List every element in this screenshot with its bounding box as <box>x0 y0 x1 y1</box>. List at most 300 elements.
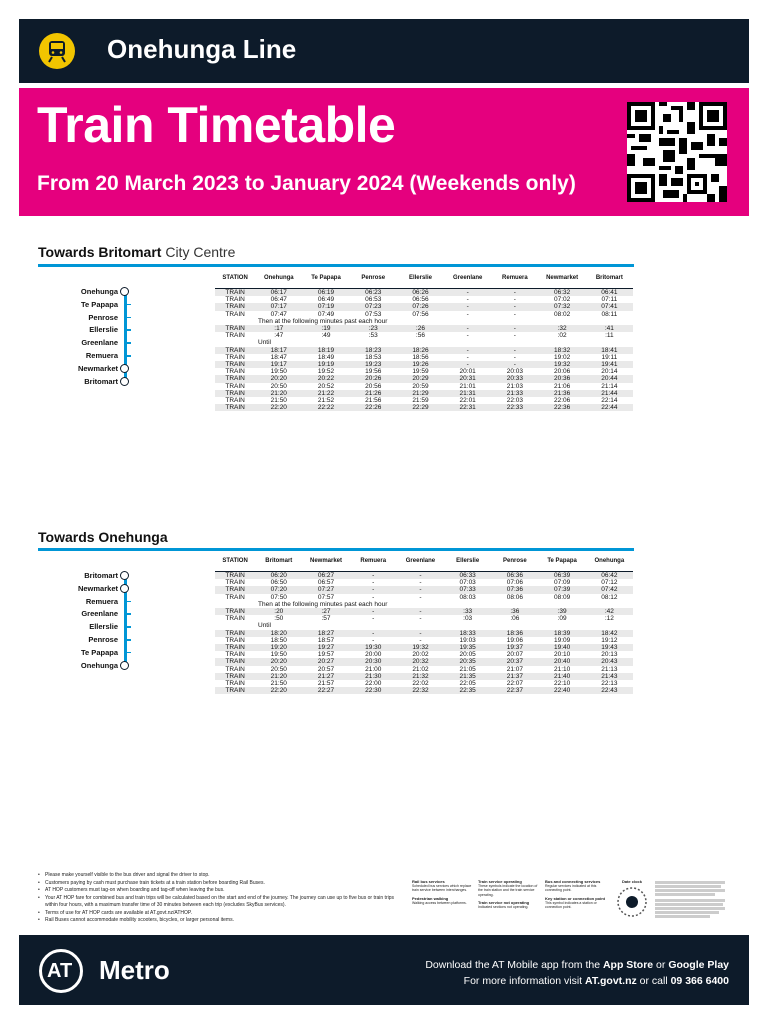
table-cell: TRAIN <box>215 404 255 411</box>
table-cell: 21:30 <box>350 673 397 680</box>
table-cell: 21:59 <box>397 397 444 404</box>
table-cell: - <box>491 332 538 339</box>
legend-title: Rail bus services <box>412 879 445 884</box>
table-cell: 19:12 <box>586 637 633 644</box>
table-cell: 06:19 <box>302 289 349 297</box>
table-cell: 22:35 <box>444 687 491 694</box>
table-cell: 20:35 <box>444 658 491 665</box>
table-cell: 06:56 <box>397 296 444 303</box>
table-cell: 21:10 <box>539 666 586 673</box>
table-cell: 20:10 <box>539 651 586 658</box>
table-row <box>215 687 633 694</box>
table-cell: 18:27 <box>302 630 349 637</box>
stop-label: Penrose <box>88 635 118 644</box>
table-row <box>215 289 633 297</box>
column-header: Penrose <box>350 268 397 289</box>
table-cell: 07:36 <box>491 586 538 593</box>
table-cell: 19:03 <box>444 637 491 644</box>
table-cell: TRAIN <box>215 375 255 382</box>
table-cell: 18:17 <box>255 347 302 354</box>
table-cell: - <box>350 579 397 586</box>
table-cell: 20:44 <box>586 375 633 382</box>
table-cell: - <box>491 311 538 318</box>
table-cell: 19:26 <box>397 361 444 368</box>
table-row <box>215 361 633 368</box>
brand-name: Metro <box>99 955 170 985</box>
stop-tick <box>127 317 131 319</box>
table-cell: 22:31 <box>444 404 491 411</box>
stop-label: Onehunga <box>80 660 118 670</box>
stop-tick <box>127 342 131 344</box>
stop-label: Greenlane <box>81 609 118 619</box>
table-cell: 18:41 <box>586 347 633 354</box>
table-cell: 07:23 <box>350 303 397 310</box>
table-cell: 18:32 <box>539 347 586 354</box>
logo-text: AT <box>47 960 73 982</box>
table-cell: 19:56 <box>350 368 397 375</box>
stop-tick <box>127 652 131 654</box>
table-cell: - <box>444 325 491 332</box>
column-header: Ellerslie <box>397 268 444 289</box>
info-mid: or call <box>636 975 671 987</box>
table-cell: 22:02 <box>397 680 444 687</box>
table-cell: 06:53 <box>350 296 397 303</box>
table-cell: 07:49 <box>302 311 349 318</box>
table-cell: 06:36 <box>491 572 538 580</box>
section-title-onehunga-main: Towards Onehunga <box>38 529 168 545</box>
table-cell: - <box>397 608 444 615</box>
stop-tick <box>127 304 131 306</box>
table-cell: TRAIN <box>215 347 255 354</box>
table-row <box>215 637 633 644</box>
table-cell: TRAIN <box>215 397 255 404</box>
table-row <box>215 296 633 303</box>
table-cell: :57 <box>302 615 349 622</box>
table-cell: 22:05 <box>444 680 491 687</box>
table-cell: 20:36 <box>539 375 586 382</box>
table-cell: 07:53 <box>350 311 397 318</box>
table-cell: 07:42 <box>586 586 633 593</box>
table-cell: 22:43 <box>586 687 633 694</box>
stop-label: Remuera <box>85 596 118 606</box>
table-cell: 21:52 <box>302 397 349 404</box>
table-cell: 22:27 <box>302 687 349 694</box>
table-cell: :42 <box>586 608 633 615</box>
table-cell: 07:33 <box>444 586 491 593</box>
table-cell: 19:50 <box>255 368 302 375</box>
table-cell: 06:23 <box>350 289 397 297</box>
legend-fine-print <box>655 880 730 919</box>
stop-label: Remuera <box>85 351 118 360</box>
table-cell: TRAIN <box>215 651 255 658</box>
interchange-icon <box>120 287 129 296</box>
note-item: • Terms of use for AT HOP cards are available at AT.govt.nz/ATHOP. <box>38 910 398 918</box>
until-row <box>215 622 633 629</box>
table-cell: 21:50 <box>255 680 302 687</box>
interchange-icon <box>120 377 129 386</box>
table-row <box>215 347 633 354</box>
legend-train-service <box>478 880 540 909</box>
legend-text: This symbol indicates a station or connection point. <box>545 901 597 910</box>
column-header: Ellerslie <box>444 551 491 572</box>
interchange-icon <box>120 571 129 580</box>
table-cell: 19:27 <box>302 644 349 651</box>
stop-label: Te Papapa <box>81 647 118 657</box>
note-item: • Rail Buses cannot accommodate mobility scooters, bicycles, or larger personal items. <box>38 917 398 925</box>
table-cell: TRAIN <box>215 680 255 687</box>
table-cell: 06:49 <box>302 296 349 303</box>
table-cell: 22:06 <box>539 397 586 404</box>
table-cell: - <box>444 347 491 354</box>
section-title-britomart-main: Towards Britomart <box>38 244 162 260</box>
at-logo <box>39 949 83 993</box>
table-cell: 07:09 <box>539 579 586 586</box>
table-cell: 20:14 <box>586 368 633 375</box>
table-cell: 22:20 <box>255 404 302 411</box>
note-item: • AT HOP customers must tag-on when boarding and tag-off when leaving the bus. <box>38 887 398 895</box>
table-cell: 08:03 <box>444 594 491 601</box>
phone-number[interactable]: 09 366 6400 <box>670 975 729 987</box>
table-cell: 07:47 <box>255 311 302 318</box>
table-cell: 20:27 <box>302 658 349 665</box>
table-cell: - <box>491 347 538 354</box>
table-cell: 06:27 <box>302 572 349 580</box>
table-cell: 21:27 <box>302 673 349 680</box>
table-cell: :32 <box>539 325 586 332</box>
interchange-icon <box>120 364 129 373</box>
table-cell: 08:09 <box>539 594 586 601</box>
table-row <box>215 404 633 411</box>
table-cell: 20:20 <box>255 658 302 665</box>
table-cell: 19:43 <box>586 644 633 651</box>
table-cell: 19:17 <box>255 361 302 368</box>
table-cell: :17 <box>255 325 302 332</box>
table-cell: - <box>444 289 491 297</box>
column-header: STATION <box>215 551 255 572</box>
legend-date-clock <box>611 880 653 921</box>
table-cell: 20:20 <box>255 375 302 382</box>
table-cell: TRAIN <box>215 303 255 310</box>
table-cell: :56 <box>397 332 444 339</box>
table-cell: 08:02 <box>539 311 586 318</box>
table-cell: 07:06 <box>491 579 538 586</box>
table-cell: 18:26 <box>397 347 444 354</box>
table-cell: 21:40 <box>539 673 586 680</box>
note-row <box>215 318 633 325</box>
table-cell: 18:47 <box>255 354 302 361</box>
table-cell: 21:32 <box>397 673 444 680</box>
table-cell: - <box>444 311 491 318</box>
table-cell: - <box>491 361 538 368</box>
note-text: Then at the following minutes past each hour <box>215 318 633 325</box>
table-cell: 07:41 <box>586 303 633 310</box>
table-cell: 19:09 <box>539 637 586 644</box>
table-cell: 07:32 <box>539 303 586 310</box>
table-cell: 20:37 <box>491 658 538 665</box>
note-text: Then at the following minutes past each hour <box>215 601 633 608</box>
google-play-link[interactable]: Google Play <box>668 959 729 971</box>
legend-title: Train service not operating <box>478 900 530 906</box>
table-cell: 18:53 <box>350 354 397 361</box>
table-cell: 20:31 <box>444 375 491 382</box>
table-cell: TRAIN <box>215 594 255 601</box>
table-cell: 20:29 <box>397 375 444 382</box>
app-store-link[interactable]: App Store <box>602 959 654 971</box>
stop-label: Newmarket <box>77 363 118 373</box>
table-cell: 22:29 <box>397 404 444 411</box>
table-cell: 22:33 <box>491 404 538 411</box>
table-cell: 22:10 <box>539 680 586 687</box>
table-cell: 20:57 <box>302 666 349 673</box>
interchange-icon <box>120 584 129 593</box>
table-cell: :23 <box>350 325 397 332</box>
table-cell: TRAIN <box>215 579 255 586</box>
note-item: • Customers paying by cash must purchase train tickets at a train station before boarding Rail Buses. <box>38 880 398 888</box>
table-cell: :03 <box>444 615 491 622</box>
column-header: Onehunga <box>255 268 302 289</box>
table-cell: TRAIN <box>215 615 255 622</box>
table-cell: - <box>350 615 397 622</box>
table-cell: 08:11 <box>586 311 633 318</box>
table-cell: 06:42 <box>586 572 633 580</box>
table-cell: 20:33 <box>491 375 538 382</box>
train-icon <box>39 33 75 69</box>
table-cell: 20:40 <box>539 658 586 665</box>
table-cell: 20:50 <box>255 666 302 673</box>
table-cell: 19:32 <box>397 644 444 651</box>
table-cell: 21:33 <box>491 390 538 397</box>
download-or: or <box>653 959 669 971</box>
table-row <box>215 383 633 390</box>
column-header: Te Papapa <box>539 551 586 572</box>
column-header: Te Papapa <box>302 268 349 289</box>
section-title-britomart-sub: City Centre <box>165 244 236 260</box>
table-cell: TRAIN <box>215 325 255 332</box>
table-cell: 19:50 <box>255 651 302 658</box>
table-cell: 07:03 <box>444 579 491 586</box>
footer <box>19 935 749 1005</box>
table-cell: 20:05 <box>444 651 491 658</box>
table-row <box>215 608 633 615</box>
table-row <box>215 651 633 658</box>
table-row <box>215 644 633 651</box>
table-cell: 21:06 <box>539 383 586 390</box>
table-cell: - <box>491 296 538 303</box>
column-header: Britomart <box>255 551 302 572</box>
table-cell: 20:32 <box>397 658 444 665</box>
table-cell: 22:37 <box>491 687 538 694</box>
table-cell: - <box>444 354 491 361</box>
clock-icon <box>614 884 650 920</box>
table-cell: 07:39 <box>539 586 586 593</box>
table-cell: TRAIN <box>215 311 255 318</box>
website-link[interactable]: AT.govt.nz <box>585 975 637 987</box>
table-cell: 21:35 <box>444 673 491 680</box>
table-row <box>215 572 633 580</box>
table-cell: 07:17 <box>255 303 302 310</box>
table-cell: 18:50 <box>255 637 302 644</box>
legend-title: Bus and connecting services <box>545 879 601 884</box>
table-row <box>215 594 633 601</box>
table-row <box>215 368 633 375</box>
table-cell: :06 <box>491 615 538 622</box>
table-cell: 19:52 <box>302 368 349 375</box>
table-cell: 21:36 <box>539 390 586 397</box>
column-header: Newmarket <box>539 268 586 289</box>
table-row <box>215 325 633 332</box>
table-cell: :12 <box>586 615 633 622</box>
table-cell: 18:20 <box>255 630 302 637</box>
download-text: Download the AT Mobile app from the <box>425 959 603 971</box>
table-cell: TRAIN <box>215 289 255 297</box>
table-cell: 20:01 <box>444 368 491 375</box>
table-cell: TRAIN <box>215 608 255 615</box>
table-cell: - <box>491 354 538 361</box>
table-cell: 19:19 <box>302 361 349 368</box>
table-cell: 19:30 <box>350 644 397 651</box>
column-header: Onehunga <box>586 551 633 572</box>
table-cell: :02 <box>539 332 586 339</box>
until-row <box>215 339 633 346</box>
table-cell: 22:26 <box>350 404 397 411</box>
table-cell: TRAIN <box>215 586 255 593</box>
table-cell: :33 <box>444 608 491 615</box>
stop-label: Onehunga <box>80 287 118 296</box>
table-cell: 06:17 <box>255 289 302 297</box>
table-cell: 21:01 <box>444 383 491 390</box>
timetable-onehunga <box>215 551 633 694</box>
table-cell: - <box>444 296 491 303</box>
table-cell: 21:57 <box>302 680 349 687</box>
info-line <box>464 975 729 987</box>
table-cell: 19:20 <box>255 644 302 651</box>
table-cell: 06:39 <box>539 572 586 580</box>
timetable-britomart <box>215 268 633 411</box>
table-cell: 21:31 <box>444 390 491 397</box>
table-cell: 19:41 <box>586 361 633 368</box>
table-cell: 07:12 <box>586 579 633 586</box>
table-cell: 20:50 <box>255 383 302 390</box>
table-cell: 21:13 <box>586 666 633 673</box>
stop-label: Ellerslie <box>89 622 118 632</box>
table-cell: - <box>491 303 538 310</box>
qr-code-icon[interactable] <box>627 102 727 202</box>
table-cell: - <box>491 289 538 297</box>
table-row <box>215 666 633 673</box>
table-cell: 22:32 <box>397 687 444 694</box>
table-cell: TRAIN <box>215 368 255 375</box>
column-header: Greenlane <box>397 551 444 572</box>
table-cell: 06:26 <box>397 289 444 297</box>
table-cell: 22:44 <box>586 404 633 411</box>
table-cell: 22:13 <box>586 680 633 687</box>
stop-label: Britomart <box>84 376 118 386</box>
table-cell: 06:57 <box>302 579 349 586</box>
legend-bus-connect <box>545 880 605 909</box>
table-cell: 18:23 <box>350 347 397 354</box>
stop-tick <box>127 639 131 641</box>
table-cell: :41 <box>586 325 633 332</box>
table-cell: 21:26 <box>350 390 397 397</box>
table-cell: - <box>397 572 444 580</box>
table-cell: 21:03 <box>491 383 538 390</box>
table-cell: - <box>397 586 444 593</box>
legend-text: Indicated sections not operating. <box>478 905 529 910</box>
section-title-britomart <box>38 244 235 260</box>
table-cell: :53 <box>350 332 397 339</box>
table-cell: 19:59 <box>397 368 444 375</box>
until-text: Until <box>215 622 633 629</box>
table-cell: - <box>397 630 444 637</box>
table-cell: 21:56 <box>350 397 397 404</box>
note-item: • Your AT HOP fare for combined bus and train trips will be calculated based on the start and end of the journey. The journey can use up to five bus or train trips within four hours, with a maximum transfer time of 30 minutes between each trip (excludes SkyBus services). <box>38 895 398 910</box>
table-cell: 07:56 <box>397 311 444 318</box>
table-cell: 19:40 <box>539 644 586 651</box>
table-cell: 07:57 <box>302 594 349 601</box>
stop-label: Ellerslie <box>89 325 118 335</box>
table-cell: TRAIN <box>215 658 255 665</box>
table-cell: 21:50 <box>255 397 302 404</box>
table-cell: 06:47 <box>255 296 302 303</box>
table-cell: 20:13 <box>586 651 633 658</box>
download-line <box>425 959 729 971</box>
table-cell: 22:14 <box>586 397 633 404</box>
note-row <box>215 601 633 608</box>
stop-label: Britomart <box>84 571 118 580</box>
until-text: Until <box>215 339 633 346</box>
table-cell: :09 <box>539 615 586 622</box>
table-cell: TRAIN <box>215 361 255 368</box>
table-cell: TRAIN <box>215 687 255 694</box>
table-row <box>215 354 633 361</box>
table-cell: - <box>350 637 397 644</box>
table-row <box>215 311 633 318</box>
table-cell: - <box>350 608 397 615</box>
legend-text: Walking access between platforms. <box>412 901 467 906</box>
table-cell: TRAIN <box>215 673 255 680</box>
legend-text: Regular services indicated at this connecting point. <box>545 884 597 893</box>
table-cell: - <box>397 594 444 601</box>
stop-tick <box>127 601 131 603</box>
stop-label: Greenlane <box>81 338 118 348</box>
table-cell: 21:02 <box>397 666 444 673</box>
table-row <box>215 630 633 637</box>
table-cell: 20:02 <box>397 651 444 658</box>
table-cell: 21:20 <box>255 673 302 680</box>
column-header: Remuera <box>491 268 538 289</box>
column-header: Newmarket <box>302 551 349 572</box>
table-cell: 22:22 <box>302 404 349 411</box>
table-cell: 19:35 <box>444 644 491 651</box>
table-row <box>215 375 633 382</box>
table-cell: 22:03 <box>491 397 538 404</box>
info-text: For more information visit <box>463 975 586 987</box>
table-cell: 21:44 <box>586 390 633 397</box>
table-cell: 18:36 <box>491 630 538 637</box>
page-title: Train Timetable <box>37 97 396 153</box>
table-cell: 18:19 <box>302 347 349 354</box>
table-row <box>215 615 633 622</box>
table-cell: 18:49 <box>302 354 349 361</box>
table-cell: 07:19 <box>302 303 349 310</box>
table-cell: :47 <box>255 332 302 339</box>
table-cell: :49 <box>302 332 349 339</box>
table-cell: - <box>350 586 397 593</box>
table-cell: 19:32 <box>539 361 586 368</box>
table-cell: 20:59 <box>397 383 444 390</box>
legend-text: Scheduled bus services which replace train service between interchanges. <box>412 884 472 893</box>
table-cell: 06:41 <box>586 289 633 297</box>
